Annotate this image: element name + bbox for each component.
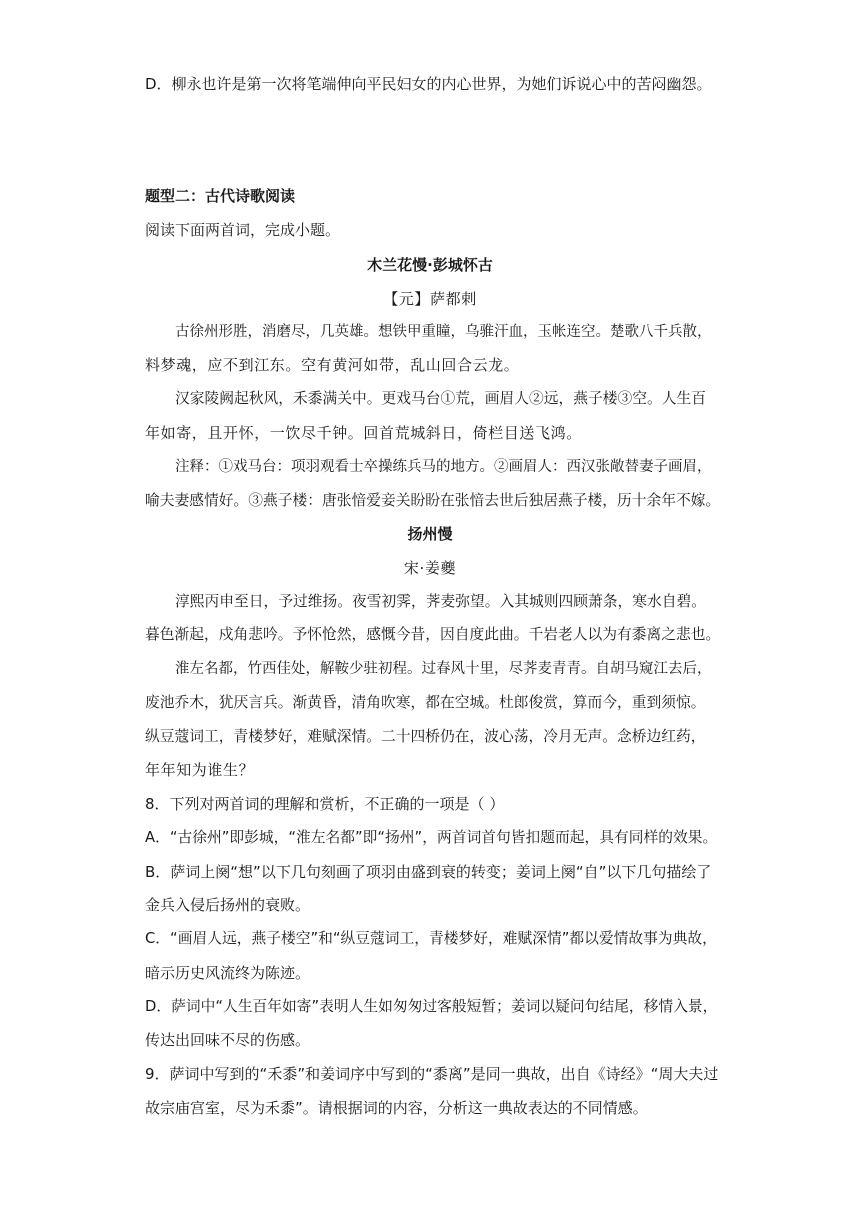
poem2-title: 扬州慢 bbox=[407, 525, 453, 543]
question-8-option-b: B．萨词上阕“想”以下几句刻画了项羽由盛到衰的转变；姜词上阕“自”以下几句描绘了 bbox=[145, 863, 712, 881]
poem2-preface-line: 淳熙丙申至日，予过维扬。夜雪初霁，荠麦弥望。入其城则四顾萧条，寒水自碧。 bbox=[175, 593, 706, 610]
question-8-option-b-cont: 金兵入侵后扬州的衰败。 bbox=[145, 896, 311, 914]
poem2-preface-line: 暮色渐起，戍角悲吟。予怀怆然，感慨今昔，因自度此曲。千岩老人以为有黍离之悲也。 bbox=[145, 626, 721, 643]
poem2-line: 年年知为谁生？ bbox=[145, 761, 255, 779]
poem1-title: 木兰花慢·彭城怀古 bbox=[367, 256, 493, 274]
poem1-note: 喻夫妻感情好。③燕子楼：唐张愔爱妾关盼盼在张愔去世后独居燕子楼，历十余年不嫁。 bbox=[145, 492, 721, 509]
question-8-option-d-cont: 传达出回味不尽的伤感。 bbox=[145, 1031, 311, 1049]
previous-option-d: D．柳永也许是第一次将笔端伸向平民妇女的内心世界，为她们诉说心中的苦闷幽怨。 bbox=[145, 75, 712, 93]
poem1-author: 【元】萨都剌 bbox=[383, 290, 477, 308]
poem1-line: 料梦魂，应不到江东。空有黄河如带，乱山回合云龙。 bbox=[145, 356, 520, 374]
poem2-author: 宋·姜夔 bbox=[403, 559, 457, 577]
question-8-option-d: D．萨词中“人生百年如寄”表明人生如匆匆过客般短暂；姜词以疑问句结尾，移情入景， bbox=[145, 998, 718, 1015]
poem2-line: 淮左名都，竹西佳处，解鞍少驻初程。过春风十里，尽荠麦青青。自胡马窥江去后， bbox=[175, 661, 712, 677]
poem1-line: 汉家陵阙起秋风，禾黍满关中。更戏马台①荒，画眉人②远，燕子楼③空。人生百 bbox=[175, 390, 706, 407]
section-title: 题型二：古代诗歌阅读 bbox=[145, 187, 296, 205]
question-8-option-c: C．“画眉人远，燕子楼空”和“纵豆蔻词工，青楼梦好，难赋深情”都以爱情故事为典故， bbox=[145, 930, 717, 947]
poem1-line: 古徐州形胜，消磨尽，几英雄。想铁甲重瞳，乌骓汗血，玉帐连空。楚歌八千兵散， bbox=[175, 324, 712, 340]
question-8-option-c-cont: 暗示历史风流终为陈迹。 bbox=[145, 964, 311, 982]
question-8-option-a: A．“古徐州”即彭城，“淮左名都”即“扬州”，两首词首句皆扣题而起，具有同样的效果。 bbox=[145, 829, 718, 846]
question-9-line-cont: 故宗庙宫室，尽为禾黍”。请根据词的内容，分析这一典故表达的不同情感。 bbox=[145, 1099, 648, 1117]
poem2-line: 纵豆蔻词工，青楼梦好，难赋深情。二十四桥仍在，波心荡，冷月无声。念桥边红药， bbox=[145, 728, 706, 745]
question-8-stem: 8．下列对两首词的理解和赏析，不正确的一项是（ ） bbox=[145, 795, 505, 813]
poem1-line: 年如寄，且开怀，一饮尽千钟。回首荒城斜日，倚栏目送飞鸿。 bbox=[145, 424, 582, 442]
question-9-line: 9．萨词中写到的“禾黍”和姜词序中写到的“黍离”是同一典故，出自《诗经》“周大夫过 bbox=[145, 1065, 719, 1083]
poem1-note: 注释：①戏马台：项羽观看士卒操练兵马的地方。②画眉人：西汉张敞替妻子画眉， bbox=[175, 459, 712, 475]
poem2-line: 废池乔木，犹厌言兵。渐黄昏，清角吹寒，都在空城。杜郎俊赏，算而今，重到须惊。 bbox=[145, 694, 706, 711]
reading-instruction: 阅读下面两首词，完成小题。 bbox=[145, 221, 341, 239]
